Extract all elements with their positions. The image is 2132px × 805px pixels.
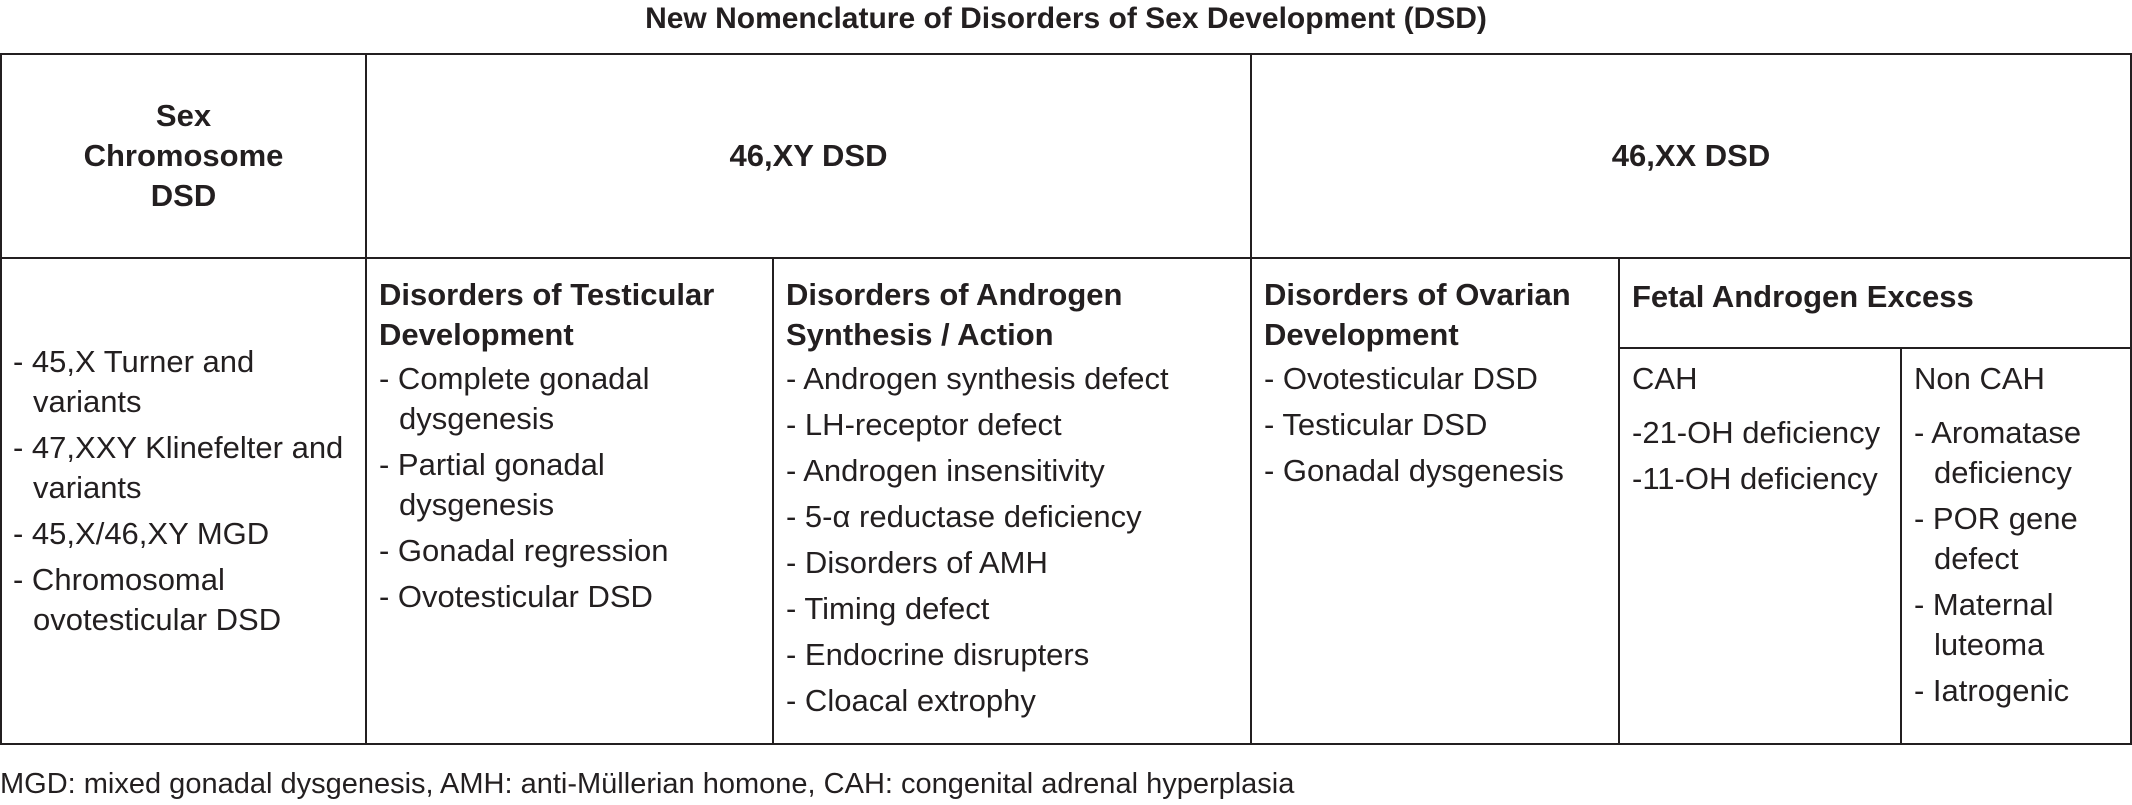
list-item: - 45,X Turner and variants xyxy=(13,344,255,419)
testicular-heading: Disorders of Testicular Development xyxy=(379,277,715,352)
list-item: - Complete gonadal dysgenesis xyxy=(379,361,650,436)
testicular-list xyxy=(379,359,767,617)
cah-cell xyxy=(1632,359,1894,505)
list-item: - Androgen synthesis defect xyxy=(786,361,1169,396)
header-sex-chromosome-dsd: Sex Chromosome DSD xyxy=(83,98,284,213)
non-cah-cell xyxy=(1914,359,2128,717)
list-item: - Cloacal extrophy xyxy=(786,683,1036,718)
list-item: -11-OH deficiency xyxy=(1632,461,1878,496)
sex-chromosome-list xyxy=(13,342,363,646)
column-divider xyxy=(1618,257,1620,745)
list-item: - Testicular DSD xyxy=(1264,407,1488,442)
list-item: - Timing defect xyxy=(786,591,990,626)
list-item: - Androgen insensitivity xyxy=(786,453,1105,488)
list-item: - 5-α reductase deficiency xyxy=(786,499,1142,534)
list-item: - Partial gonadal dysgenesis xyxy=(379,447,605,522)
footnote: MGD: mixed gonadal dysgenesis, AMH: anti-Müllerian homone, CAH: congenital adrenal hyperplasia xyxy=(0,768,1295,800)
list-item: - Aromatase deficiency xyxy=(1914,415,2082,490)
list-item: - Chromosomal ovotesticular DSD xyxy=(13,562,282,637)
list-item: - Gonadal regression xyxy=(379,533,669,568)
cah-heading: CAH xyxy=(1632,361,1698,396)
list-item: -21-OH deficiency xyxy=(1632,415,1881,450)
ovarian-list xyxy=(1264,359,1614,491)
list-item: - 45,X/46,XY MGD xyxy=(13,516,270,551)
table-border-bottom xyxy=(0,743,2132,745)
list-item: - Iatrogenic xyxy=(1914,673,2070,708)
list-item: - POR gene defect xyxy=(1914,501,2078,576)
androgen-list xyxy=(786,359,1246,721)
list-item: - Gonadal dysgenesis xyxy=(1264,453,1564,488)
list-item: - 47,XXY Klinefelter and variants xyxy=(13,430,344,505)
fetal-androgen-cell xyxy=(1632,277,2128,321)
ovarian-heading: Disorders of Ovarian Development xyxy=(1264,277,1571,352)
ovarian-cell xyxy=(1264,275,1614,497)
list-item: - Ovotesticular DSD xyxy=(379,579,653,614)
list-item: - Endocrine disrupters xyxy=(786,637,1090,672)
testicular-cell xyxy=(379,275,767,623)
fetal-subheader-divider xyxy=(1618,347,2132,349)
dsd-table xyxy=(0,53,2132,745)
cah-list xyxy=(1632,413,1894,499)
list-item: - LH-receptor defect xyxy=(786,407,1062,442)
sex-chromosome-cell xyxy=(13,259,363,743)
list-item: - Disorders of AMH xyxy=(786,545,1048,580)
fetal-androgen-heading: Fetal Androgen Excess xyxy=(1632,279,1974,314)
non-cah-list xyxy=(1914,413,2128,711)
page-title: New Nomenclature of Disorders of Sex Development (DSD) xyxy=(645,2,1487,35)
list-item: - Ovotesticular DSD xyxy=(1264,361,1538,396)
header-46xx-dsd: 46,XX DSD xyxy=(1611,138,1771,173)
header-46xy-dsd: 46,XY DSD xyxy=(729,138,888,173)
androgen-heading: Disorders of Androgen Synthesis / Action xyxy=(786,277,1123,352)
androgen-cell xyxy=(786,275,1246,727)
column-divider xyxy=(772,257,774,745)
non-cah-heading: Non CAH xyxy=(1914,361,2045,396)
list-item: - Maternal luteoma xyxy=(1914,587,2054,662)
column-divider xyxy=(1900,347,1902,745)
